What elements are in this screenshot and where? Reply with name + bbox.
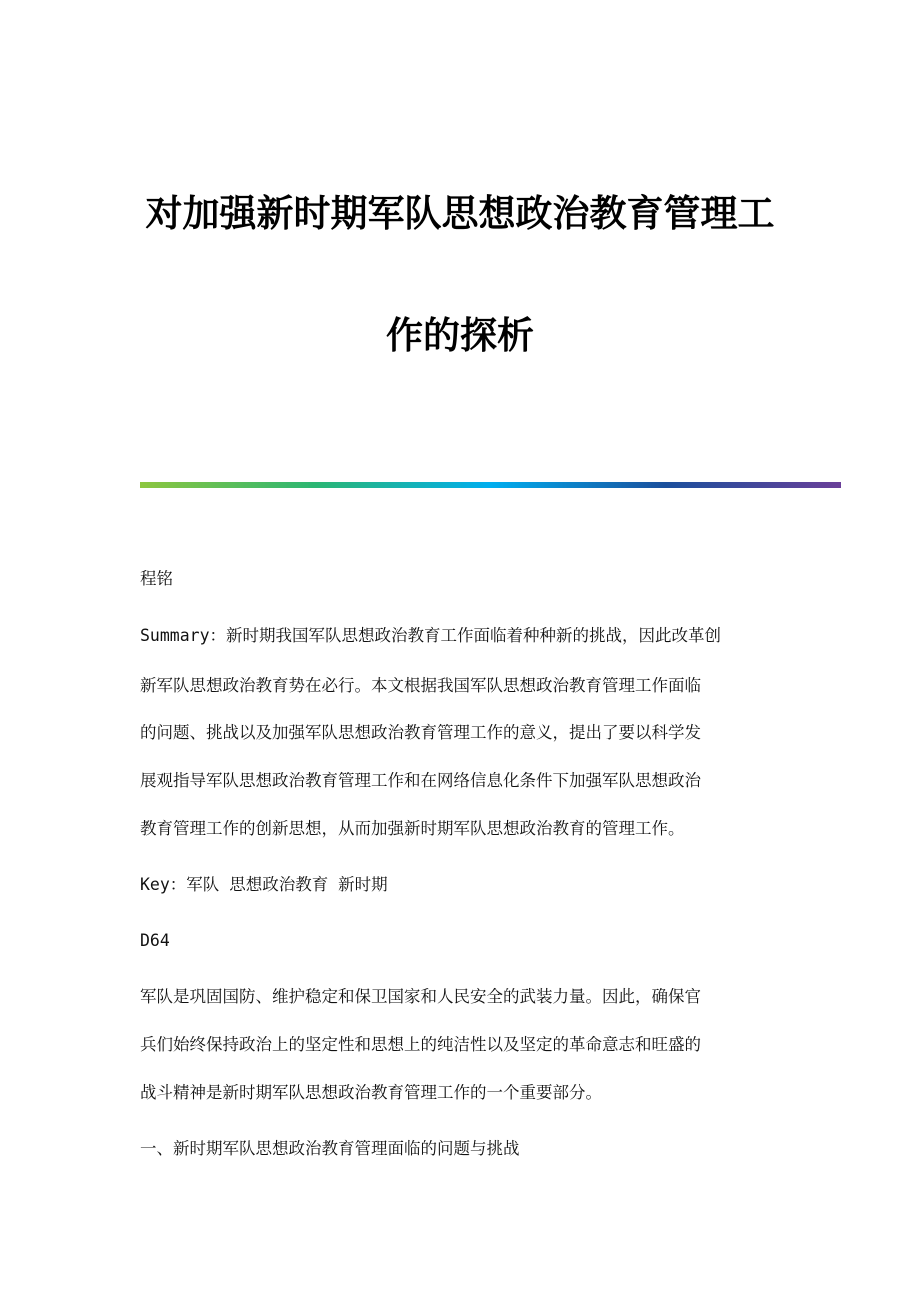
summary-line: 展观指导军队思想政治教育管理工作和在网络信息化条件下加强军队思想政治 <box>140 771 701 790</box>
document-title-line-2: 作的探析 <box>386 314 534 357</box>
summary-line: 的问题、挑战以及加强军队思想政治教育管理工作的意义，提出了要以科学发 <box>140 723 701 742</box>
keywords-line: Key：军队 思想政治教育 新时期 <box>140 875 388 894</box>
section-heading: 一、新时期军队思想政治教育管理面临的问题与挑战 <box>140 1139 520 1158</box>
author-name: 程铭 <box>140 569 173 588</box>
gradient-divider <box>140 482 841 488</box>
document-title-line-1: 对加强新时期军队思想政治教育管理工 <box>145 192 775 235</box>
summary-line: 教育管理工作的创新思想，从而加强新时期军队思想政治教育的管理工作。 <box>140 819 685 838</box>
summary-line: Summary：新时期我国军队思想政治教育工作面临着种种新的挑战，因此改革创 <box>140 626 722 645</box>
intro-line: 兵们始终保持政治上的坚定性和思想上的纯洁性以及坚定的革命意志和旺盛的 <box>140 1035 701 1054</box>
intro-line: 战斗精神是新时期军队思想政治教育管理工作的一个重要部分。 <box>140 1083 602 1102</box>
classification-code: D64 <box>140 931 170 950</box>
summary-line: 新军队思想政治教育势在必行。本文根据我国军队思想政治教育管理工作面临 <box>140 676 701 695</box>
intro-line: 军队是巩固国防、维护稳定和保卫国家和人民安全的武装力量。因此，确保官 <box>140 987 701 1006</box>
